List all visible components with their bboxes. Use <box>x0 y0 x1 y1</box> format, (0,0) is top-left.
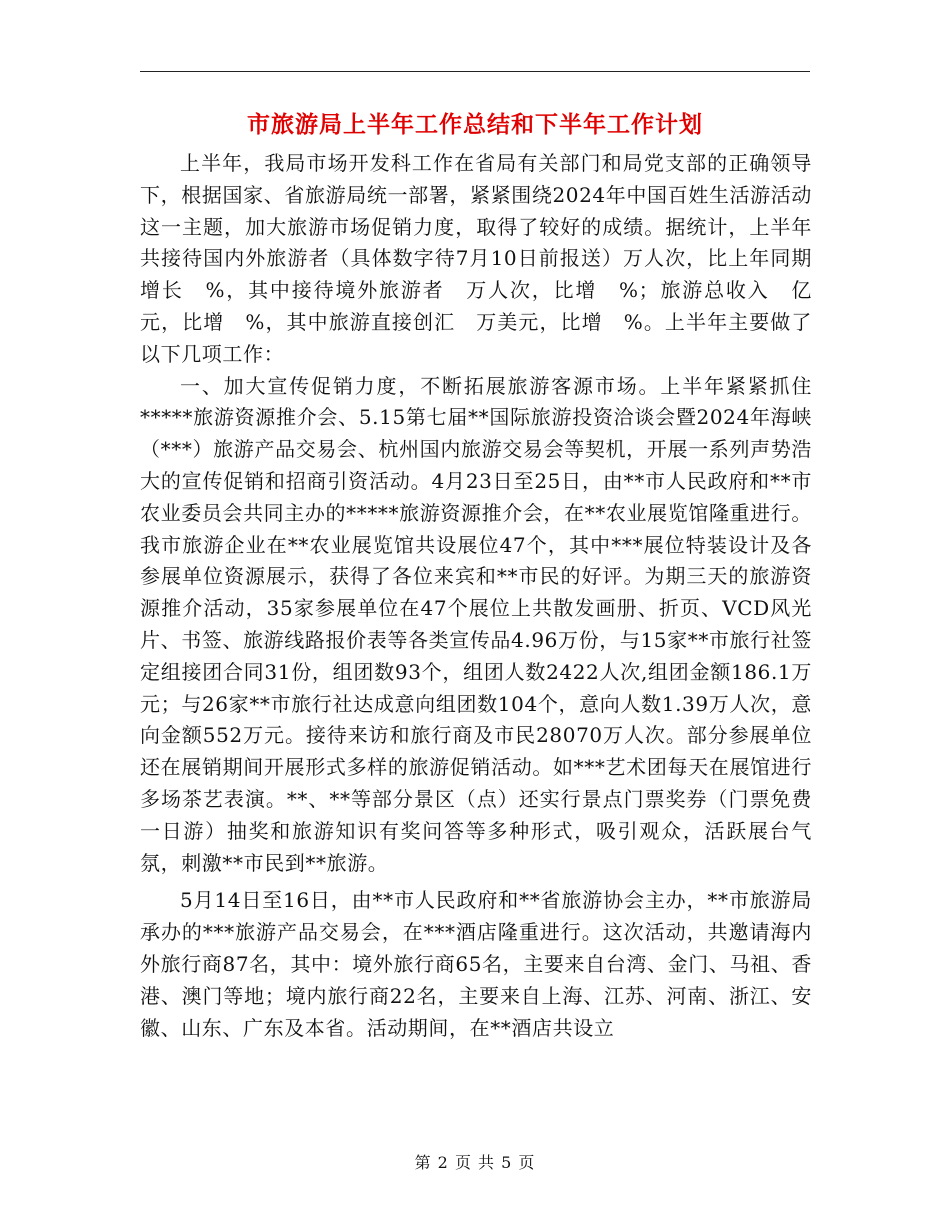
paragraph-intro: 上半年，我局市场开发科工作在省局有关部门和局党支部的正确领导下，根据国家、省旅游局统一部署，紧紧围绕2024年中国百姓生活游活动这一主题，加大旅游市场促销力度，取得了较好的成绩。据统计，上半年共接待国内外旅游者（具体数字待7月10日前报送）万人次，比上年同期增长 %，其中接待境外旅游者 万人次，比增 %；旅游总收入 亿元，比增 %，其中旅游直接创汇 万美元，比增 %。上半年主要做了以下几项工作： <box>140 151 812 366</box>
page-number: 第 2 页 共 5 页 <box>414 1153 536 1172</box>
header-rule <box>140 71 810 72</box>
paragraph-trade-fair: 5月14日至16日，由**市人民政府和**省旅游协会主办，**市旅游局承办的***旅游产品交易会，在***酒店隆重进行。这次活动，共邀请海内外旅行商87名，其中：境外旅行商65名，主要来自台湾、金门、马祖、香港、澳门等地；境内旅行商22名，主要来自上海、江苏、河南、浙江、安徽、山东、广东及本省。活动期间，在**酒店共设立 <box>140 888 812 1040</box>
document-body <box>140 148 812 1044</box>
document-title: 市旅游局上半年工作总结和下半年工作计划 <box>247 111 703 138</box>
paragraph-promotion: 一、加大宣传促销力度，不断拓展旅游客源市场。上半年紧紧抓住*****旅游资源推介会、5.15第七届**国际旅游投资洽谈会暨2024年海峡（***）旅游产品交易会、杭州国内旅游交易会等契机，开展一系列声势浩大的宣传促销和招商引资活动。4月23日至25日，由**市人民政府和**市农业委员会共同主办的*****旅游资源推介会，在**农业展览馆隆重进行。我市旅游企业在**农业展览馆共设展位47个，其中***展位特装设计及各参展单位资源展示，获得了各位来宾和**市民的好评。为期三天的旅游资源推介活动，35家参展单位在47个展位上共散发画册、折页、VCD风光片、书签、旅游线路报价表等各类宣传品4.96万份，与15家**市旅行社签定组接团合同31份，组团数93个，组团人数2422人次,组团金额186.1万元；与26家**市旅行社达成意向组团数104个，意向人数1.39万人次，意向金额552万元。接待来访和旅行商及市民28070万人次。部分参展单位还在展销期间开展形式多样的旅游促销活动。如***艺术团每天在展馆进行多场茶艺表演。**、**等部分景区（点）还实行景点门票奖券（门票免费一日游）抽奖和旅游知识有奖问答等多种形式，吸引观众，活跃展台气氛，刺激**市民到**旅游。 <box>140 373 812 875</box>
